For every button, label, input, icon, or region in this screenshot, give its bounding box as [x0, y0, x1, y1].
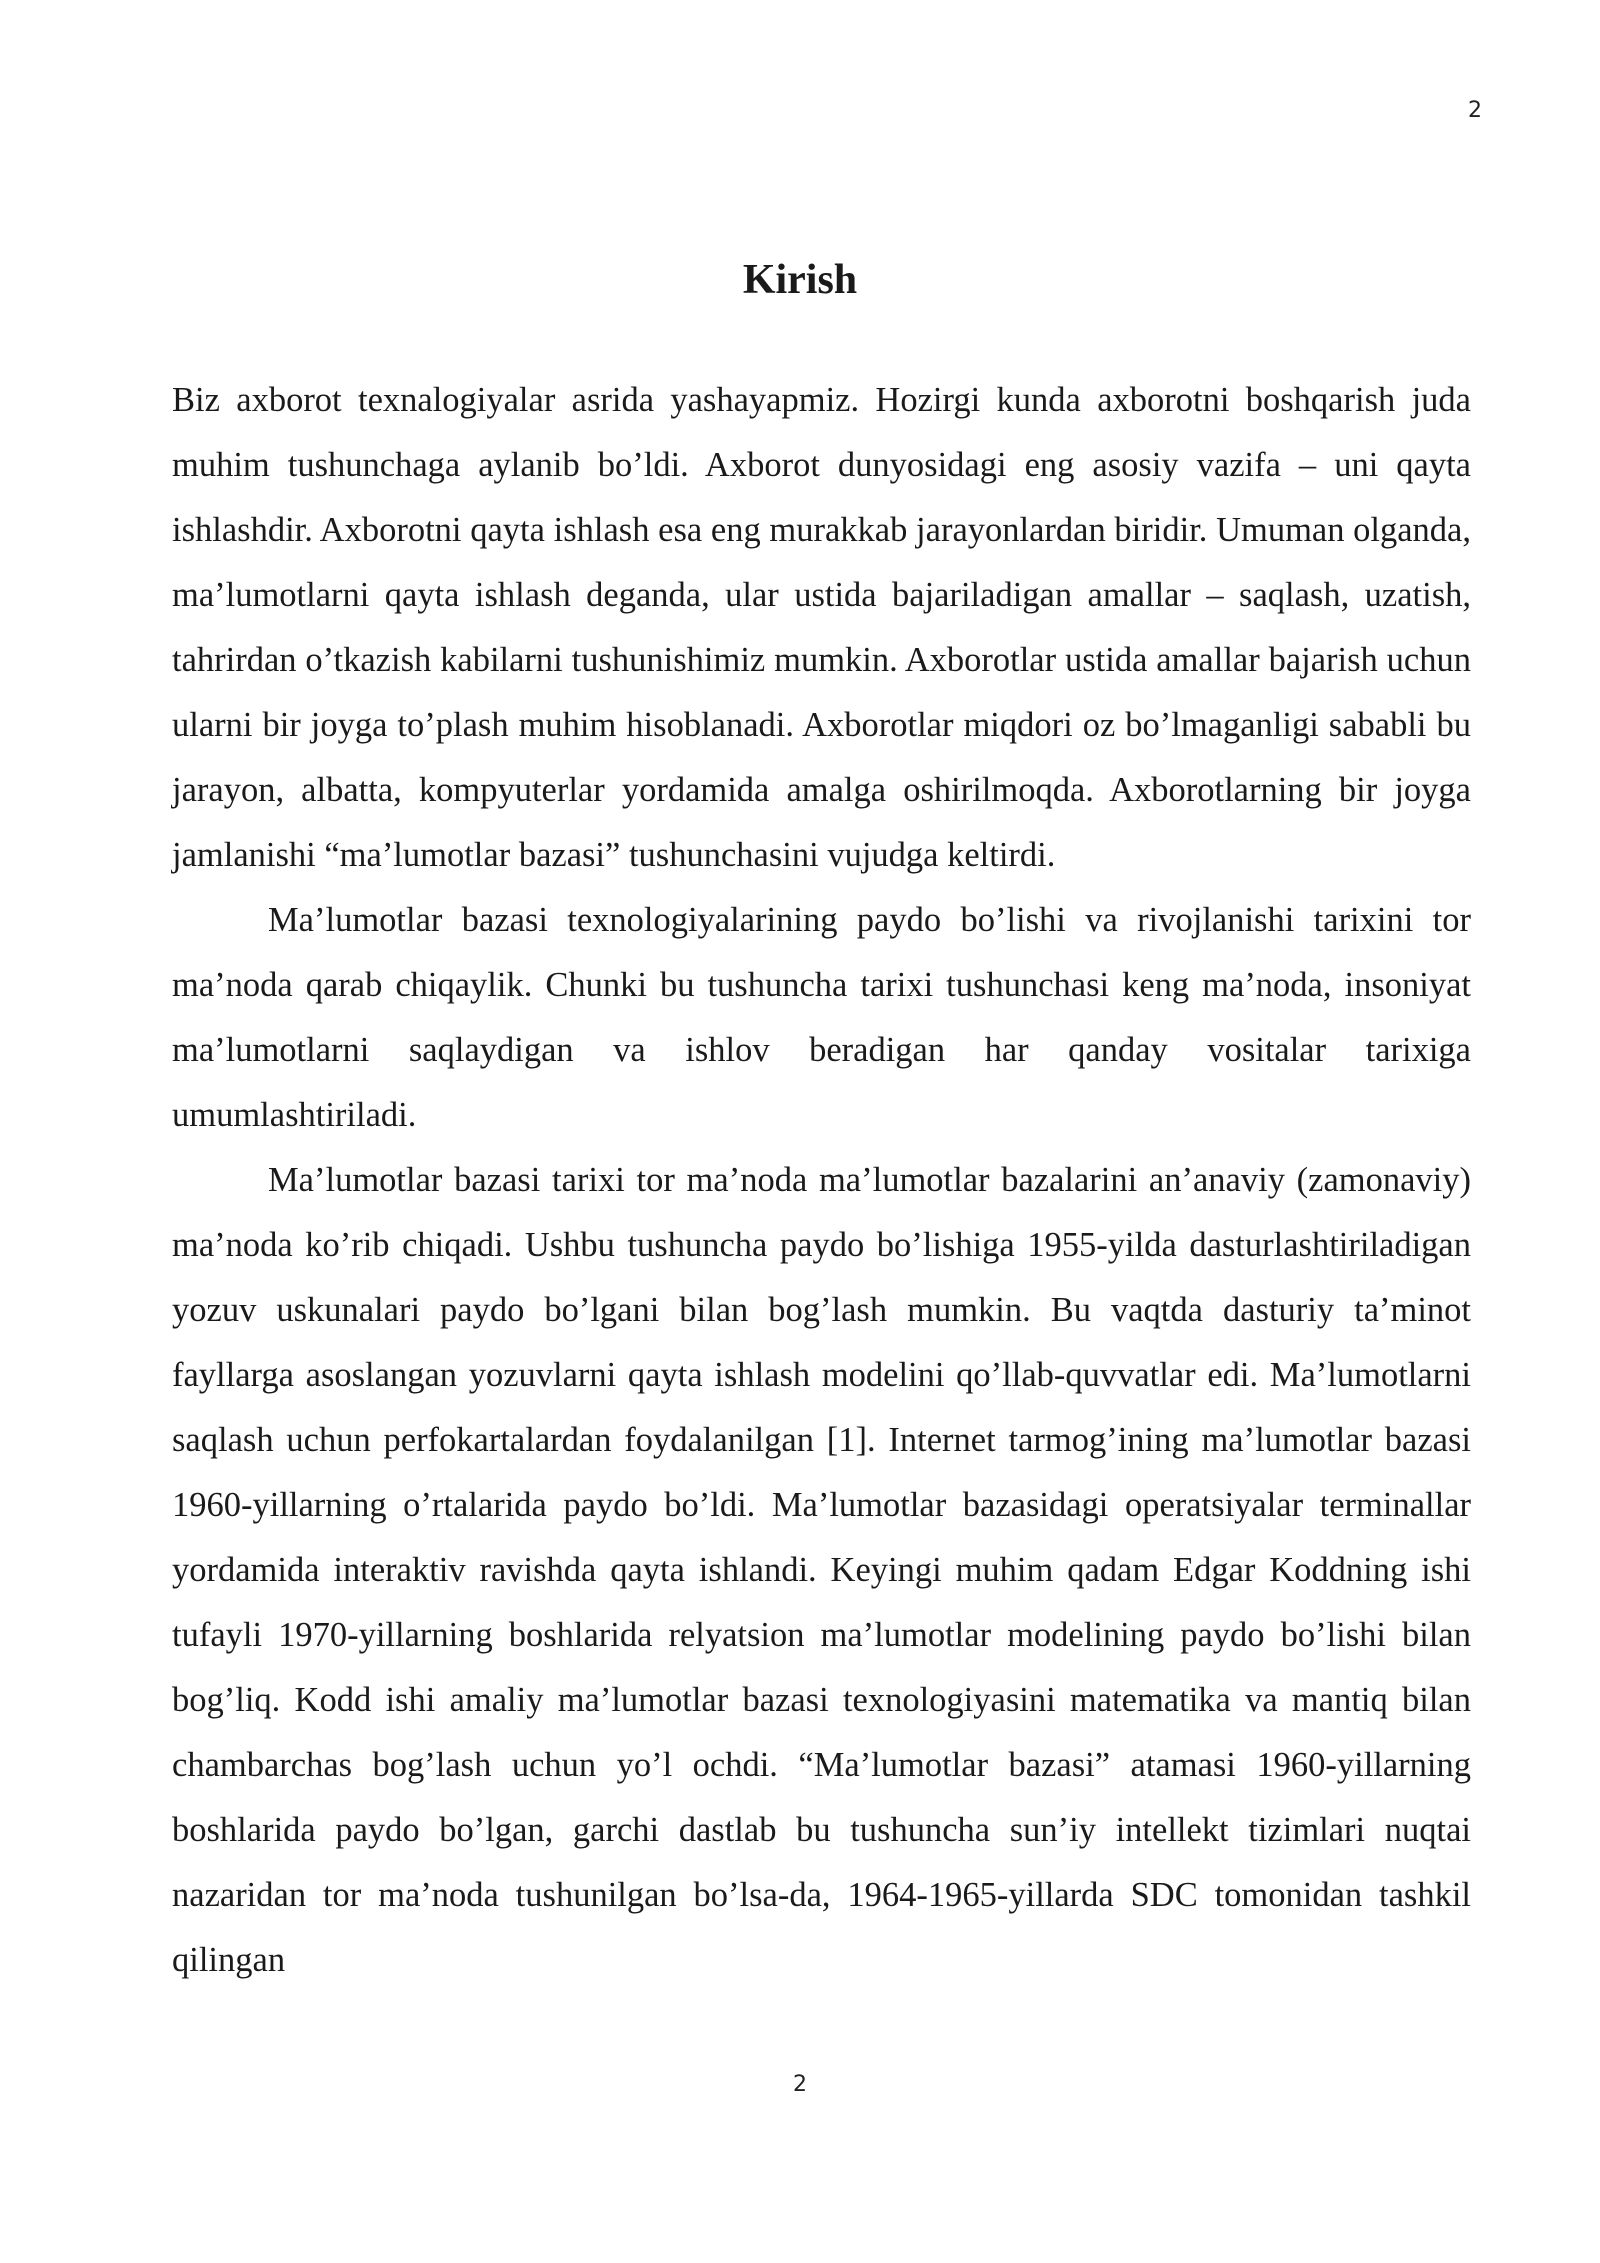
paragraph-3: Ma’lumotlar bazasi tarixi tor ma’noda ma’lumotlar bazalarini an’anaviy (zamonaviy) ma’noda ko’rib chiqadi. Ushbu tushuncha paydo bo’lishiga 1955-yilda dasturlashtiriladigan yozuv uskunalari paydo bo’lgani bilan bog’lash mumkin. Bu vaqtda dasturiy ta’minot fayllarga asoslangan yozuvlarni qayta ishlash modelini qo’llab-quvvatlar edi. Ma’lumotlarni saqlash uchun perfokartalardan foydalanilgan [1]. Internet tarmog’ining ma’lumotlar bazasi 1960-yillarning o’rtalarida paydo bo’ldi. Ma’lumotlar bazasidagi operatsiyalar terminallar yordamida interaktiv ravishda qayta ishlandi. Keyingi muhim qadam Edgar Koddning ishi tufayli 1970-yillarning boshlarida relyatsion ma’lumotlar modelining paydo bo’lishi bilan bog’liq. Kodd ishi amaliy ma’lumotlar bazasi texnologiyasini matematika va mantiq bilan chambarchas bog’lash uchun yo’l ochdi. “Ma’lumotlar bazasi” atamasi 1960-yillarning boshlarida paydo bo’lgan, garchi dastlab bu tushuncha sun’iy intellekt tizimlari nuqtai nazaridan tor ma’noda tushunilgan bo’lsa-da, 1964-1965-yillarda SDC tomonidan tashkil qilingan [172, 1161, 1471, 1979]
document-body [172, 368, 1471, 1993]
page-number-bottom: 2 [793, 2072, 807, 2097]
page-number-top: 2 [1468, 98, 1482, 123]
paragraph-1: Biz axborot texnalogiyalar asrida yashayapmiz. Hozirgi kunda axborotni boshqarish juda muhim tushunchaga aylanib bo’ldi. Axborot dunyosidagi eng asosiy vazifa – uni qayta ishlashdir. Axborotni qayta ishlash esa eng murakkab jarayonlardan biridir. Umuman olganda, ma’lumotlarni qayta ishlash deganda, ular ustida bajariladigan amallar – saqlash, uzatish, tahrirdan o’tkazish kabilarni tushunishimiz mumkin. Axborotlar ustida amallar bajarish uchun ularni bir joyga to’plash muhim hisoblanadi. Axborotlar miqdori oz bo’lmaganligi sababli bu jarayon, albatta, kompyuterlar yordamida amalga oshirilmoqda. Axborotlarning bir joyga jamlanishi “ma’lumotlar bazasi” tushunchasini vujudga keltirdi. [172, 381, 1471, 874]
document-title: Kirish [742, 257, 858, 303]
paragraph-2: Ma’lumotlar bazasi texnologiyalarining paydo bo’lishi va rivojlanishi tarixini tor ma’noda qarab chiqaylik. Chunki bu tushuncha tarixi tushunchasi keng ma’noda, insoniyat ma’lumotlarni saqlaydigan va ishlov beradigan har qanday vositalar tarixiga umumlashtiriladi. [172, 901, 1471, 1134]
